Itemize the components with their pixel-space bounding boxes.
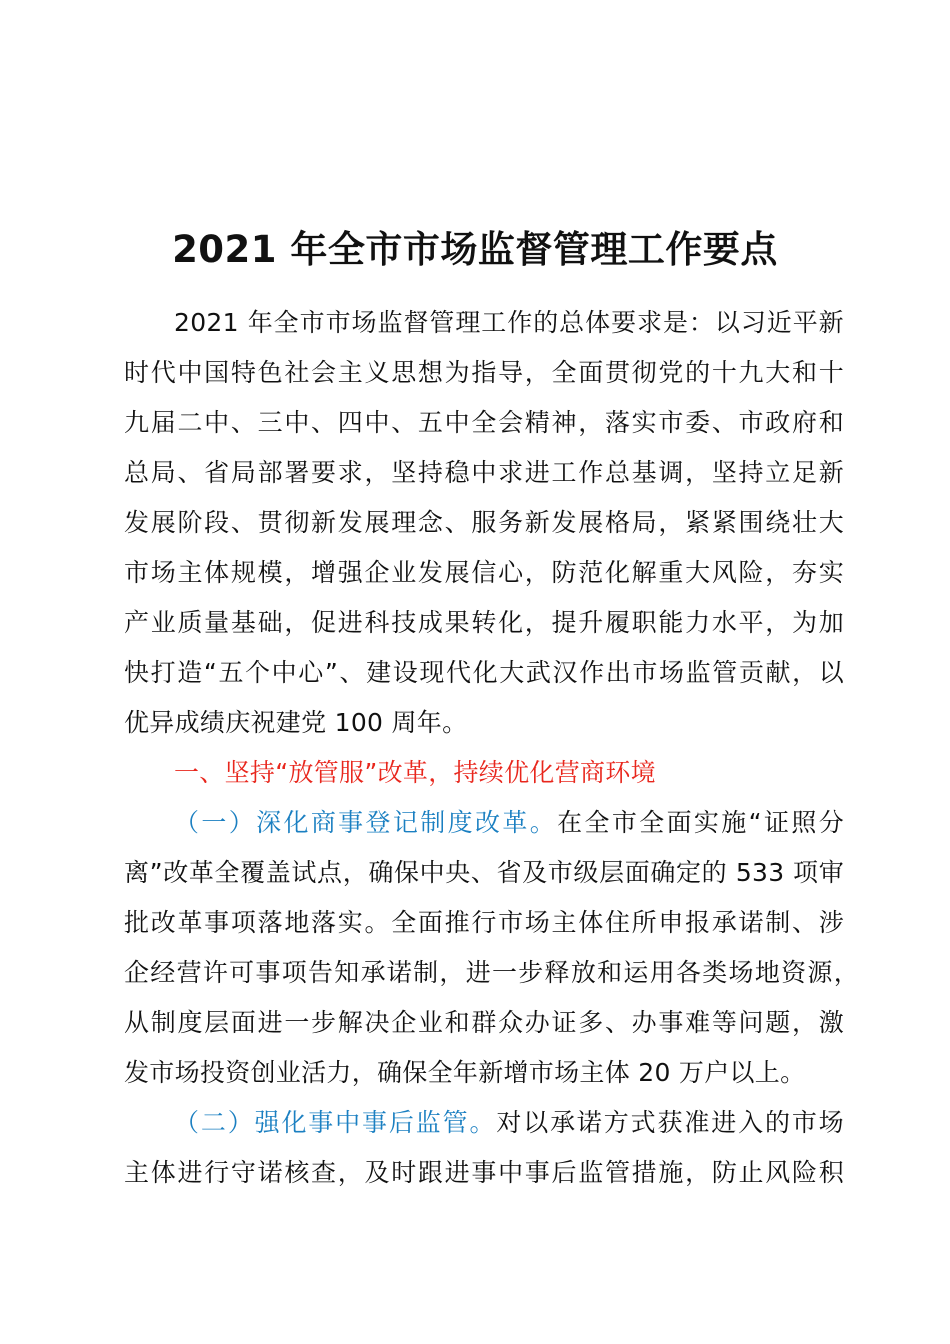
item-heading: （二）强化事中事后监管。 <box>174 1108 497 1137</box>
item-line: 批改革事项落地落实。全面推行市场主体住所申报承诺制、涉 <box>124 908 844 937</box>
document-title: 2021 年全市市场监督管理工作要点 <box>172 228 778 271</box>
item-first-line <box>174 1098 844 1148</box>
intro-line: 产业质量基础，促进科技成果转化，提升履职能力水平，为加 <box>124 608 844 637</box>
intro-line: 总局、省局部署要求，坚持稳中求进工作总基调，坚持立足新 <box>124 458 844 487</box>
item-line: 企经营许可事项告知承诺制，进一步释放和运用各类场地资源， <box>124 958 859 987</box>
intro-line: 时代中国特色社会主义思想为指导，全面贯彻党的十九大和十 <box>124 358 844 387</box>
intro-line: 快打造“五个中心”、建设现代化大武汉作出市场监管贡献，以 <box>124 658 844 687</box>
item-text: 在全市全面实施“证照分 <box>557 808 844 837</box>
item-line: 离”改革全覆盖试点，确保中央、省及市级层面确定的 533 项审 <box>124 858 844 887</box>
section-heading: 一、坚持“放管服”改革，持续优化营商环境 <box>174 758 656 787</box>
intro-line: 九届二中、三中、四中、五中全会精神，落实市委、市政府和 <box>124 408 844 437</box>
intro-line: 2021 年全市市场监督管理工作的总体要求是：以习近平新 <box>174 308 844 337</box>
intro-line: 优异成绩庆祝建党 100 周年。 <box>124 708 468 737</box>
item-text: 对以承诺方式获准进入的市场 <box>496 1108 844 1137</box>
item-line: 从制度层面进一步解决企业和群众办证多、办事难等问题，激 <box>124 1008 844 1037</box>
item-first-line <box>174 798 844 848</box>
intro-line: 发展阶段、贯彻新发展理念、服务新发展格局，紧紧围绕壮大 <box>124 508 844 537</box>
intro-line: 市场主体规模，增强企业发展信心，防范化解重大风险，夯实 <box>124 558 844 587</box>
item-line: 发市场投资创业活力，确保全年新增市场主体 20 万户以上。 <box>124 1058 806 1087</box>
item-heading: （一）深化商事登记制度改革。 <box>174 808 558 837</box>
item-line: 主体进行守诺核查，及时跟进事中事后监管措施，防止风险积 <box>124 1158 844 1187</box>
